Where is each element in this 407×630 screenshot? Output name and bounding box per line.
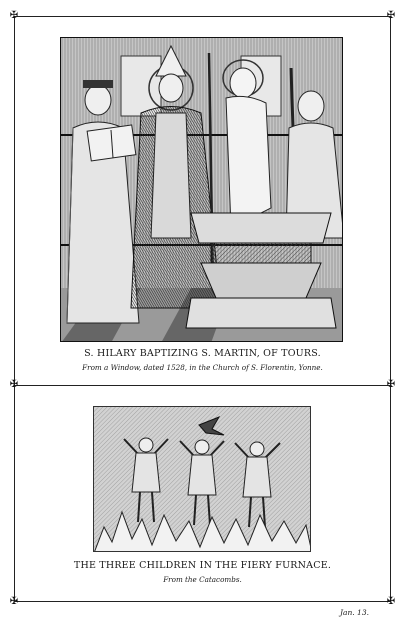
corner-cross-icon: ✠ [9, 10, 19, 21]
corner-cross-icon: ✠ [386, 379, 396, 390]
section-divider [14, 385, 391, 386]
corner-cross-icon: ✠ [386, 10, 396, 21]
furnace-illustration [94, 407, 311, 552]
plate-subtitle-furnace: From the Catacombs. [163, 575, 242, 584]
plate-title-baptism: S. HILARY BAPTIZING S. MARTIN, OF TOURS. [84, 348, 321, 359]
baptism-engraving [60, 37, 343, 342]
furnace-engraving [93, 406, 311, 552]
corner-cross-icon: ✠ [386, 596, 396, 607]
baptism-illustration [61, 38, 343, 342]
corner-cross-icon: ✠ [9, 379, 19, 390]
plate-subtitle-baptism: From a Window, dated 1528, in the Church of S. Florentin, Yonne. [82, 363, 323, 372]
corner-cross-icon: ✠ [9, 596, 19, 607]
page-reference: Jan. 13. [339, 608, 369, 617]
plate-title-furnace: THE THREE CHILDREN IN THE FIERY FURNACE. [73, 560, 332, 571]
